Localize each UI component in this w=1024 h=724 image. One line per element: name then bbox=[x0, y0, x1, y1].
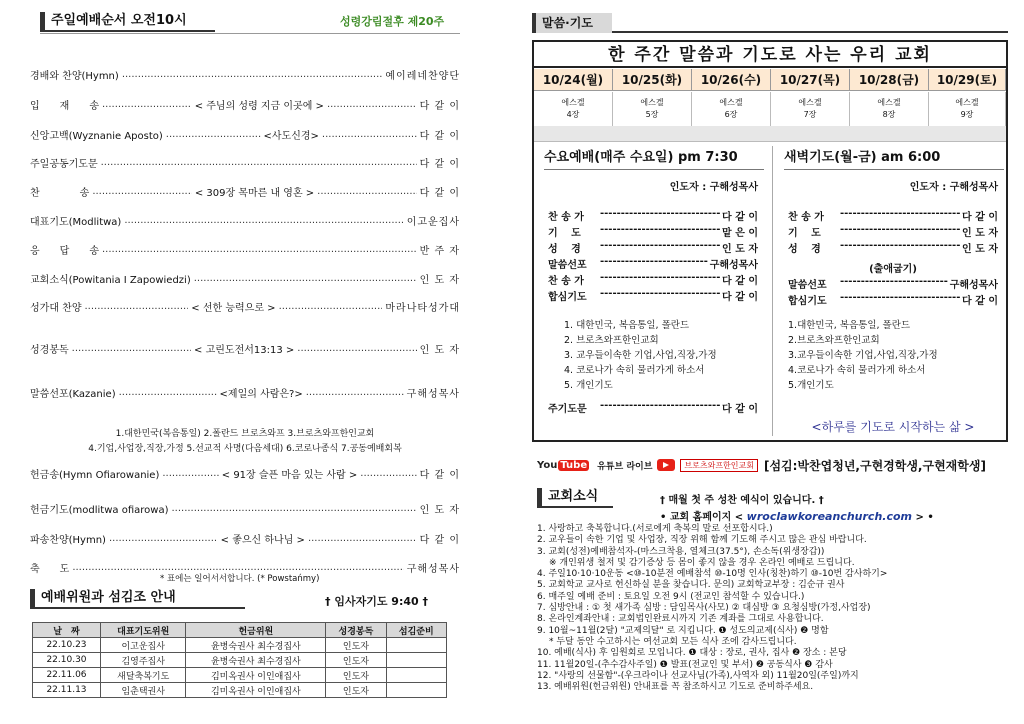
dash-leader bbox=[840, 208, 960, 223]
service-line-who: 다 같 이 bbox=[722, 292, 758, 303]
service-line bbox=[788, 276, 998, 291]
weekly-box bbox=[532, 40, 1008, 442]
order-item-person: 인 도 자 bbox=[419, 505, 460, 516]
order-item-person: 다 같 이 bbox=[419, 470, 460, 481]
order-item-detail: < 선한 능력으로 > bbox=[191, 303, 276, 314]
dot-leader bbox=[109, 533, 218, 544]
service-line bbox=[788, 208, 998, 223]
service-line bbox=[788, 224, 998, 239]
service-line bbox=[788, 240, 998, 255]
prayer-time: † 임사자기도 9:40 † bbox=[325, 595, 428, 608]
duty-cell: 22.11.13 bbox=[33, 683, 101, 698]
homepage-label: • 교회 홈페이지 < bbox=[660, 512, 744, 523]
order-row bbox=[30, 271, 460, 286]
dash-leader bbox=[600, 288, 720, 303]
order-item-detail: < 309장 목마른 내 영혼 > bbox=[194, 188, 315, 199]
service-line bbox=[548, 224, 758, 239]
service-line-label: 말씀선포 bbox=[548, 260, 587, 271]
dot-leader bbox=[327, 99, 417, 110]
duty-header-cell: 성경봉독 bbox=[326, 623, 386, 638]
duty-table-body bbox=[33, 638, 447, 698]
youtube-logo[interactable] bbox=[537, 460, 589, 471]
service-line-label: 기 도 bbox=[788, 228, 821, 239]
week-title: 한 주간 말씀과 기도로 사는 우리 교회 bbox=[534, 42, 1006, 68]
day-date-5: 10/29(토) bbox=[929, 69, 1006, 91]
worship-order-title bbox=[40, 12, 215, 32]
reading-chapter: 5장 bbox=[645, 110, 659, 119]
dash-leader bbox=[840, 276, 948, 291]
dash-leader bbox=[840, 292, 960, 307]
duty-header-cell: 대표기도위원 bbox=[100, 623, 185, 638]
news-item: 9. 10월~11월(2달) "교제의달" 로 지킵니다. ❶ 성도의교제(식사) ❷ 명함 bbox=[537, 625, 829, 636]
order-item-person: 구해성목사 bbox=[406, 564, 460, 575]
order-item-name: 말씀선포(Kazanie) bbox=[30, 389, 116, 400]
news-item: 8. 온라인계좌안내 : 교회법인완료시까지 기존 계좌를 그대로 사용합니다. bbox=[537, 614, 824, 625]
prayer-item: 5.개인기도 bbox=[788, 380, 834, 391]
news-item: 6. 매주일 예배 준비 : 토요일 오전 9시 (전교인 참석할 수 있습니다.) bbox=[537, 591, 805, 602]
news-item: 13. 예배위원(헌금위원) 안내표를 꼭 참조하시고 기도로 준비하주세요. bbox=[537, 682, 814, 693]
dot-leader bbox=[194, 273, 417, 284]
service-line-who: 구해성목사 bbox=[949, 280, 998, 291]
order-item-name: 대표기도(Modlitwa) bbox=[30, 217, 122, 228]
duty-cell: 김미옥권사 이인애집사 bbox=[186, 668, 326, 683]
wednesday-service-title: 수요예배(매주 수요일) pm 7:30 bbox=[544, 146, 764, 170]
dot-leader bbox=[102, 244, 417, 255]
order-item-name: 응 답 송 bbox=[30, 246, 99, 257]
order-item-name: 찬 송 bbox=[30, 188, 90, 199]
title-underline bbox=[40, 33, 460, 34]
duty-cell: 김미옥권사 이인애집사 bbox=[186, 683, 326, 698]
service-line-label: 성 경 bbox=[548, 244, 581, 255]
dash-leader bbox=[600, 224, 720, 239]
homepage-end: > • bbox=[915, 512, 934, 523]
homepage-line bbox=[660, 508, 934, 523]
gray-band bbox=[534, 126, 1006, 142]
youtube-logo-tube: Tube bbox=[560, 459, 588, 471]
duty-cell: 윤병숙권사 최수경집사 bbox=[186, 638, 326, 653]
order-item-person: 다 같 이 bbox=[419, 159, 460, 170]
dot-leader bbox=[279, 301, 383, 312]
prayer-item: 4. 코로나가 속히 물러가게 하소서 bbox=[564, 365, 705, 376]
order-item-detail: < 고린도전서13:13 > bbox=[194, 345, 295, 356]
service-line-who: 다 같 이 bbox=[722, 212, 758, 223]
dash-leader bbox=[600, 240, 720, 255]
service-line-label: 성 경 bbox=[788, 244, 821, 255]
order-item-person: 반 주 자 bbox=[419, 246, 460, 257]
reading-chapter: 4장 bbox=[566, 110, 580, 119]
order-item-detail: < 주님의 성령 지금 이곳에 > bbox=[194, 101, 324, 112]
order-row bbox=[30, 67, 460, 82]
order-item-name: 헌금송(Hymn Ofiarowanie) bbox=[30, 470, 160, 481]
order-row bbox=[30, 385, 460, 400]
reading-chapter: 8장 bbox=[882, 110, 896, 119]
dawn-leader: 인도자 : 구해성목사 bbox=[909, 182, 998, 193]
dot-leader bbox=[166, 129, 261, 140]
order-row bbox=[30, 299, 460, 314]
dash-leader bbox=[840, 224, 960, 239]
dawn-prayer-list bbox=[788, 318, 938, 393]
dot-leader bbox=[124, 215, 403, 226]
order-item-person: 다 같 이 bbox=[419, 101, 460, 112]
order-item-name: 입 재 송 bbox=[30, 101, 99, 112]
prayer-item: 3.교우들이속한 기업,사업,직장,가정 bbox=[788, 350, 938, 361]
news-list bbox=[537, 524, 1017, 693]
reading-book: 에스겔 bbox=[798, 98, 822, 107]
duty-cell bbox=[386, 653, 446, 668]
service-line-label: 찬 송 가 bbox=[788, 212, 824, 223]
day-date-2: 10/26(수) bbox=[692, 69, 771, 91]
day-reading-2 bbox=[692, 92, 771, 126]
day-date-0: 10/24(월) bbox=[534, 69, 613, 91]
homepage-url[interactable]: wroclawkoreanchurch.com bbox=[746, 510, 912, 523]
order-row bbox=[30, 466, 460, 481]
order-item-person: 다 같 이 bbox=[419, 535, 460, 546]
dawn-book-note: (출애굽기) bbox=[869, 264, 917, 275]
dot-leader bbox=[308, 533, 417, 544]
day-reading-4 bbox=[850, 92, 929, 126]
day-date-1: 10/25(화) bbox=[613, 69, 692, 91]
news-title bbox=[537, 488, 613, 508]
dot-leader bbox=[317, 186, 416, 197]
wednesday-closing-label: 주기도문 bbox=[548, 404, 587, 415]
dot-leader bbox=[119, 387, 217, 398]
dawn-prayer-panel bbox=[778, 146, 1004, 432]
duty-cell: 김영주집사 bbox=[100, 653, 185, 668]
order-item-person: 이고운집사 bbox=[406, 217, 460, 228]
service-line-who: 구해성목사 bbox=[709, 260, 758, 271]
day-reading-1 bbox=[613, 92, 692, 126]
monthly-communion-text: † 매월 첫 주 성찬 예식이 있습니다. † bbox=[660, 495, 824, 506]
wednesday-prayer-list bbox=[564, 318, 717, 393]
duty-cell: 인도자 bbox=[326, 653, 386, 668]
right-tab-label-box bbox=[532, 13, 612, 33]
prayer-item: 1. 대한민국, 복음통일, 폴란드 bbox=[564, 320, 690, 331]
duty-cell: 인도자 bbox=[326, 638, 386, 653]
reading-chapter: 6장 bbox=[724, 110, 738, 119]
service-line bbox=[548, 272, 758, 287]
reading-book: 에스겔 bbox=[955, 98, 979, 107]
order-item-person: 인 도 자 bbox=[419, 275, 460, 286]
wednesday-closing-line bbox=[548, 400, 758, 415]
wednesday-leader: 인도자 : 구해성목사 bbox=[669, 182, 758, 193]
dot-leader bbox=[122, 69, 383, 80]
service-line-who: 다 같 이 bbox=[722, 276, 758, 287]
dawn-motto: <하루를 기도로 시작하는 삶 > bbox=[811, 420, 975, 434]
service-line bbox=[788, 292, 998, 307]
day-reading-5 bbox=[929, 92, 1006, 126]
news-item: 7. 심방안내 : ① 첫 새가족 심방 : 담임목사(사모) ② 대심방 ③ 요청심방(가정,사업장) bbox=[537, 603, 871, 614]
order-row bbox=[30, 341, 460, 356]
sermon-topics-line-1: 1.대한민국(복음통일) 2.폴란드 브로츠와프 3.브로츠와프한인교회 bbox=[115, 429, 375, 439]
sermon-topics-line-2: 4.기업,사업장,직장,가정 5.선교적 사명(다음세대) 6.코로나종식 7.공동예배회복 bbox=[88, 444, 402, 454]
duty-cell bbox=[386, 638, 446, 653]
stand-note: * 표에는 일어서서합니다. (* Powstańmy) bbox=[160, 574, 320, 584]
service-line-who: 맡 은 이 bbox=[722, 228, 758, 239]
order-item-person: 다 같 이 bbox=[419, 188, 460, 199]
dot-leader bbox=[101, 157, 417, 168]
order-item-detail: < 91장 슬픈 마음 있는 사람 > bbox=[221, 470, 358, 481]
order-item-person: 인 도 자 bbox=[419, 345, 460, 356]
prayer-item: 1.대한민국, 복음통일, 폴란드 bbox=[788, 320, 911, 331]
service-line bbox=[548, 256, 758, 271]
panel-divider bbox=[772, 146, 773, 436]
dot-leader bbox=[72, 343, 191, 354]
order-item-detail: <제일의 사람은?> bbox=[219, 389, 303, 400]
duty-cell: 인도자 bbox=[326, 683, 386, 698]
reading-book: 에스겔 bbox=[561, 98, 585, 107]
order-item-name: 파송찬양(Hymn) bbox=[30, 535, 106, 546]
dot-leader bbox=[162, 468, 218, 479]
prayer-item: 2.브로츠와프한인교회 bbox=[788, 335, 880, 346]
season-label: 성령강림절후 제20주 bbox=[340, 15, 445, 28]
order-row bbox=[30, 213, 460, 228]
duty-table-header bbox=[33, 623, 447, 638]
service-line-label: 말씀선포 bbox=[788, 280, 827, 291]
prayer-item: 2. 브로츠와프한인교회 bbox=[564, 335, 659, 346]
youtube-bar bbox=[537, 455, 1012, 475]
service-line-label: 찬 송 가 bbox=[548, 276, 584, 287]
order-item-name: 주일공동기도문 bbox=[30, 159, 98, 170]
news-item: 4. 주일10·10·10운동 <⑩-10분전 예배참석 ⑩-10명 인사(칭찬)하기 ⑩-10번 감사하기> bbox=[537, 569, 888, 580]
right-tab bbox=[532, 13, 1008, 33]
order-row bbox=[30, 531, 460, 546]
duty-cell: 22.11.06 bbox=[33, 668, 101, 683]
dot-leader bbox=[102, 99, 192, 110]
dot-leader bbox=[360, 468, 416, 479]
news-item: 1. 사랑하고 축복합니다.(서로에게 축복의 말로 선포합시다.) bbox=[537, 524, 773, 534]
order-item-person: 마라나타성가대 bbox=[385, 303, 460, 314]
duty-cell bbox=[386, 668, 446, 683]
service-line bbox=[548, 208, 758, 223]
order-item-name: 성가대 찬양 bbox=[30, 303, 82, 314]
duty-header-cell: 헌금위원 bbox=[186, 623, 326, 638]
service-line bbox=[548, 288, 758, 303]
day-date-3: 10/27(목) bbox=[771, 69, 850, 91]
order-row bbox=[30, 127, 460, 142]
prayer-item: 4.코로나가 속히 물러가게 하소서 bbox=[788, 365, 926, 376]
order-row bbox=[30, 242, 460, 257]
play-icon[interactable] bbox=[657, 459, 675, 471]
duty-title-text: 예배위원과 섬김조 안내 bbox=[41, 590, 176, 605]
order-row bbox=[30, 184, 460, 199]
serving-team: [섬김:박찬엽청년,구현경학생,구현재학생] bbox=[763, 458, 986, 473]
news-item: 2. 교우들이 속한 기업 및 사업장, 직장 위해 함께 기도해 주시고 많은 관심 바랍니다. bbox=[537, 535, 867, 546]
duty-cell: 윤병숙권사 최수경집사 bbox=[186, 653, 326, 668]
table-row bbox=[33, 668, 447, 683]
service-line-label: 기 도 bbox=[548, 228, 581, 239]
duty-title bbox=[30, 589, 245, 609]
dash-leader bbox=[600, 272, 720, 287]
table-row bbox=[33, 653, 447, 668]
reading-chapter: 7장 bbox=[803, 110, 817, 119]
duty-cell: 새달축복기도 bbox=[100, 668, 185, 683]
right-tab-label: 말씀·기도 bbox=[542, 16, 593, 30]
order-row bbox=[30, 97, 460, 112]
news-item: * 두달 동안 수고하시는 여선교회 모든 식사 조에 감사드립니다. bbox=[549, 636, 797, 647]
service-line-label: 찬 송 가 bbox=[548, 212, 584, 223]
youtube-logo-you: You bbox=[537, 459, 558, 471]
prayer-item: 3. 교우들이속한 기업,사업,직장,가정 bbox=[564, 350, 717, 361]
order-item-name: 경배와 찬양(Hymn) bbox=[30, 71, 119, 82]
dash-leader bbox=[600, 400, 720, 415]
table-row bbox=[33, 683, 447, 698]
wednesday-closing-who: 다 같 이 bbox=[722, 404, 758, 415]
dash-leader bbox=[840, 240, 960, 255]
order-row bbox=[30, 501, 460, 516]
monthly-communion bbox=[660, 491, 824, 506]
duty-header-cell: 날 짜 bbox=[33, 623, 101, 638]
play-triangle-icon bbox=[663, 462, 669, 468]
service-line-who: 인 도 자 bbox=[962, 228, 998, 239]
dash-leader bbox=[600, 256, 708, 271]
duty-header-cell: 섬김준비 bbox=[386, 623, 446, 638]
duty-cell: 22.10.30 bbox=[33, 653, 101, 668]
dot-leader bbox=[92, 186, 191, 197]
dot-leader bbox=[306, 387, 404, 398]
news-item: 11. 11월20일-(추수감사주일) ❶ 발표(전교인 및 부서) ❷ 공동식사 ❸ 감사 bbox=[537, 659, 833, 670]
duty-cell bbox=[386, 683, 446, 698]
order-item-person: 다 같 이 bbox=[419, 131, 460, 142]
reading-book: 에스겔 bbox=[877, 98, 901, 107]
news-item: 5. 교회학교 교사로 헌신하실 분을 찾습니다. 문의) 교회학교부장 : 김순규 권사 bbox=[537, 580, 845, 591]
dawn-prayer-title: 새벽기도(월-금) am 6:00 bbox=[784, 146, 1004, 170]
order-item-detail: <사도신경> bbox=[263, 131, 319, 142]
service-line-who: 인 도 자 bbox=[722, 244, 758, 255]
day-reading-0 bbox=[534, 92, 613, 126]
reading-book: 에스겔 bbox=[719, 98, 743, 107]
worship-order-title-text: 주일예배순서 오전10시 bbox=[51, 13, 187, 28]
dot-leader bbox=[84, 301, 188, 312]
order-item-name: 신앙고백(Wyznanie Aposto) bbox=[30, 131, 163, 142]
service-line-who: 다 같 이 bbox=[962, 296, 998, 307]
duty-cell: 임춘택권사 bbox=[100, 683, 185, 698]
order-item-name: 성경봉독 bbox=[30, 345, 69, 356]
service-line-label: 합심기도 bbox=[788, 296, 827, 307]
duty-table bbox=[32, 622, 447, 698]
prayer-item: 5. 개인기도 bbox=[564, 380, 613, 391]
youtube-live-label: 유튜브 라이브 bbox=[597, 461, 653, 472]
order-item-detail: < 좋으신 하나님 > bbox=[220, 535, 305, 546]
dash-leader bbox=[600, 208, 720, 223]
service-line bbox=[548, 240, 758, 255]
news-item: 10. 예배(식사) 후 임원회로 모입니다. ❶ 대상 : 장로, 권사, 집사 ❷ 장소 : 본당 bbox=[537, 648, 847, 659]
duty-cell: 인도자 bbox=[326, 668, 386, 683]
duty-cell: 이고운집사 bbox=[100, 638, 185, 653]
table-row bbox=[33, 638, 447, 653]
news-item: 3. 교회(성전)예배참석자-(마스크착용, 열체크(37.5°), 손소독(위생장갑)) bbox=[537, 546, 825, 557]
wednesday-service-panel bbox=[538, 146, 764, 432]
duty-cell: 22.10.23 bbox=[33, 638, 101, 653]
order-row bbox=[30, 155, 460, 170]
order-item-person: 구해성목사 bbox=[406, 389, 460, 400]
order-item-name: 축 도 bbox=[30, 564, 70, 575]
youtube-channel-label[interactable]: 브로츠와프한인교회 bbox=[680, 459, 758, 472]
day-date-4: 10/28(금) bbox=[850, 69, 929, 91]
service-line-who: 다 같 이 bbox=[962, 212, 998, 223]
dot-leader bbox=[171, 503, 416, 514]
day-reading-3 bbox=[771, 92, 850, 126]
news-item: ※ 개인위생 철저 및 감기증상 등 몸이 좋지 않을 경우 온라인 예배로 드립니다. bbox=[549, 557, 855, 568]
news-item: 12. "사랑의 선물함"-(우크라이나 선교사님(가족),사역자 외) 11월20일(주일)까지 bbox=[537, 670, 859, 681]
service-line-who: 인 도 자 bbox=[962, 244, 998, 255]
dot-leader bbox=[322, 129, 417, 140]
news-title-text: 교회소식 bbox=[548, 489, 599, 504]
order-item-person: 예이레네찬양단 bbox=[385, 71, 460, 82]
dot-leader bbox=[297, 343, 416, 354]
order-item-name: 교회소식(Powitania I Zapowiedzi) bbox=[30, 275, 191, 286]
service-line-label: 합심기도 bbox=[548, 292, 587, 303]
reading-chapter: 9장 bbox=[960, 110, 974, 119]
order-item-name: 헌금기도(modlitwa ofiarowa) bbox=[30, 505, 169, 516]
reading-book: 에스겔 bbox=[640, 98, 664, 107]
